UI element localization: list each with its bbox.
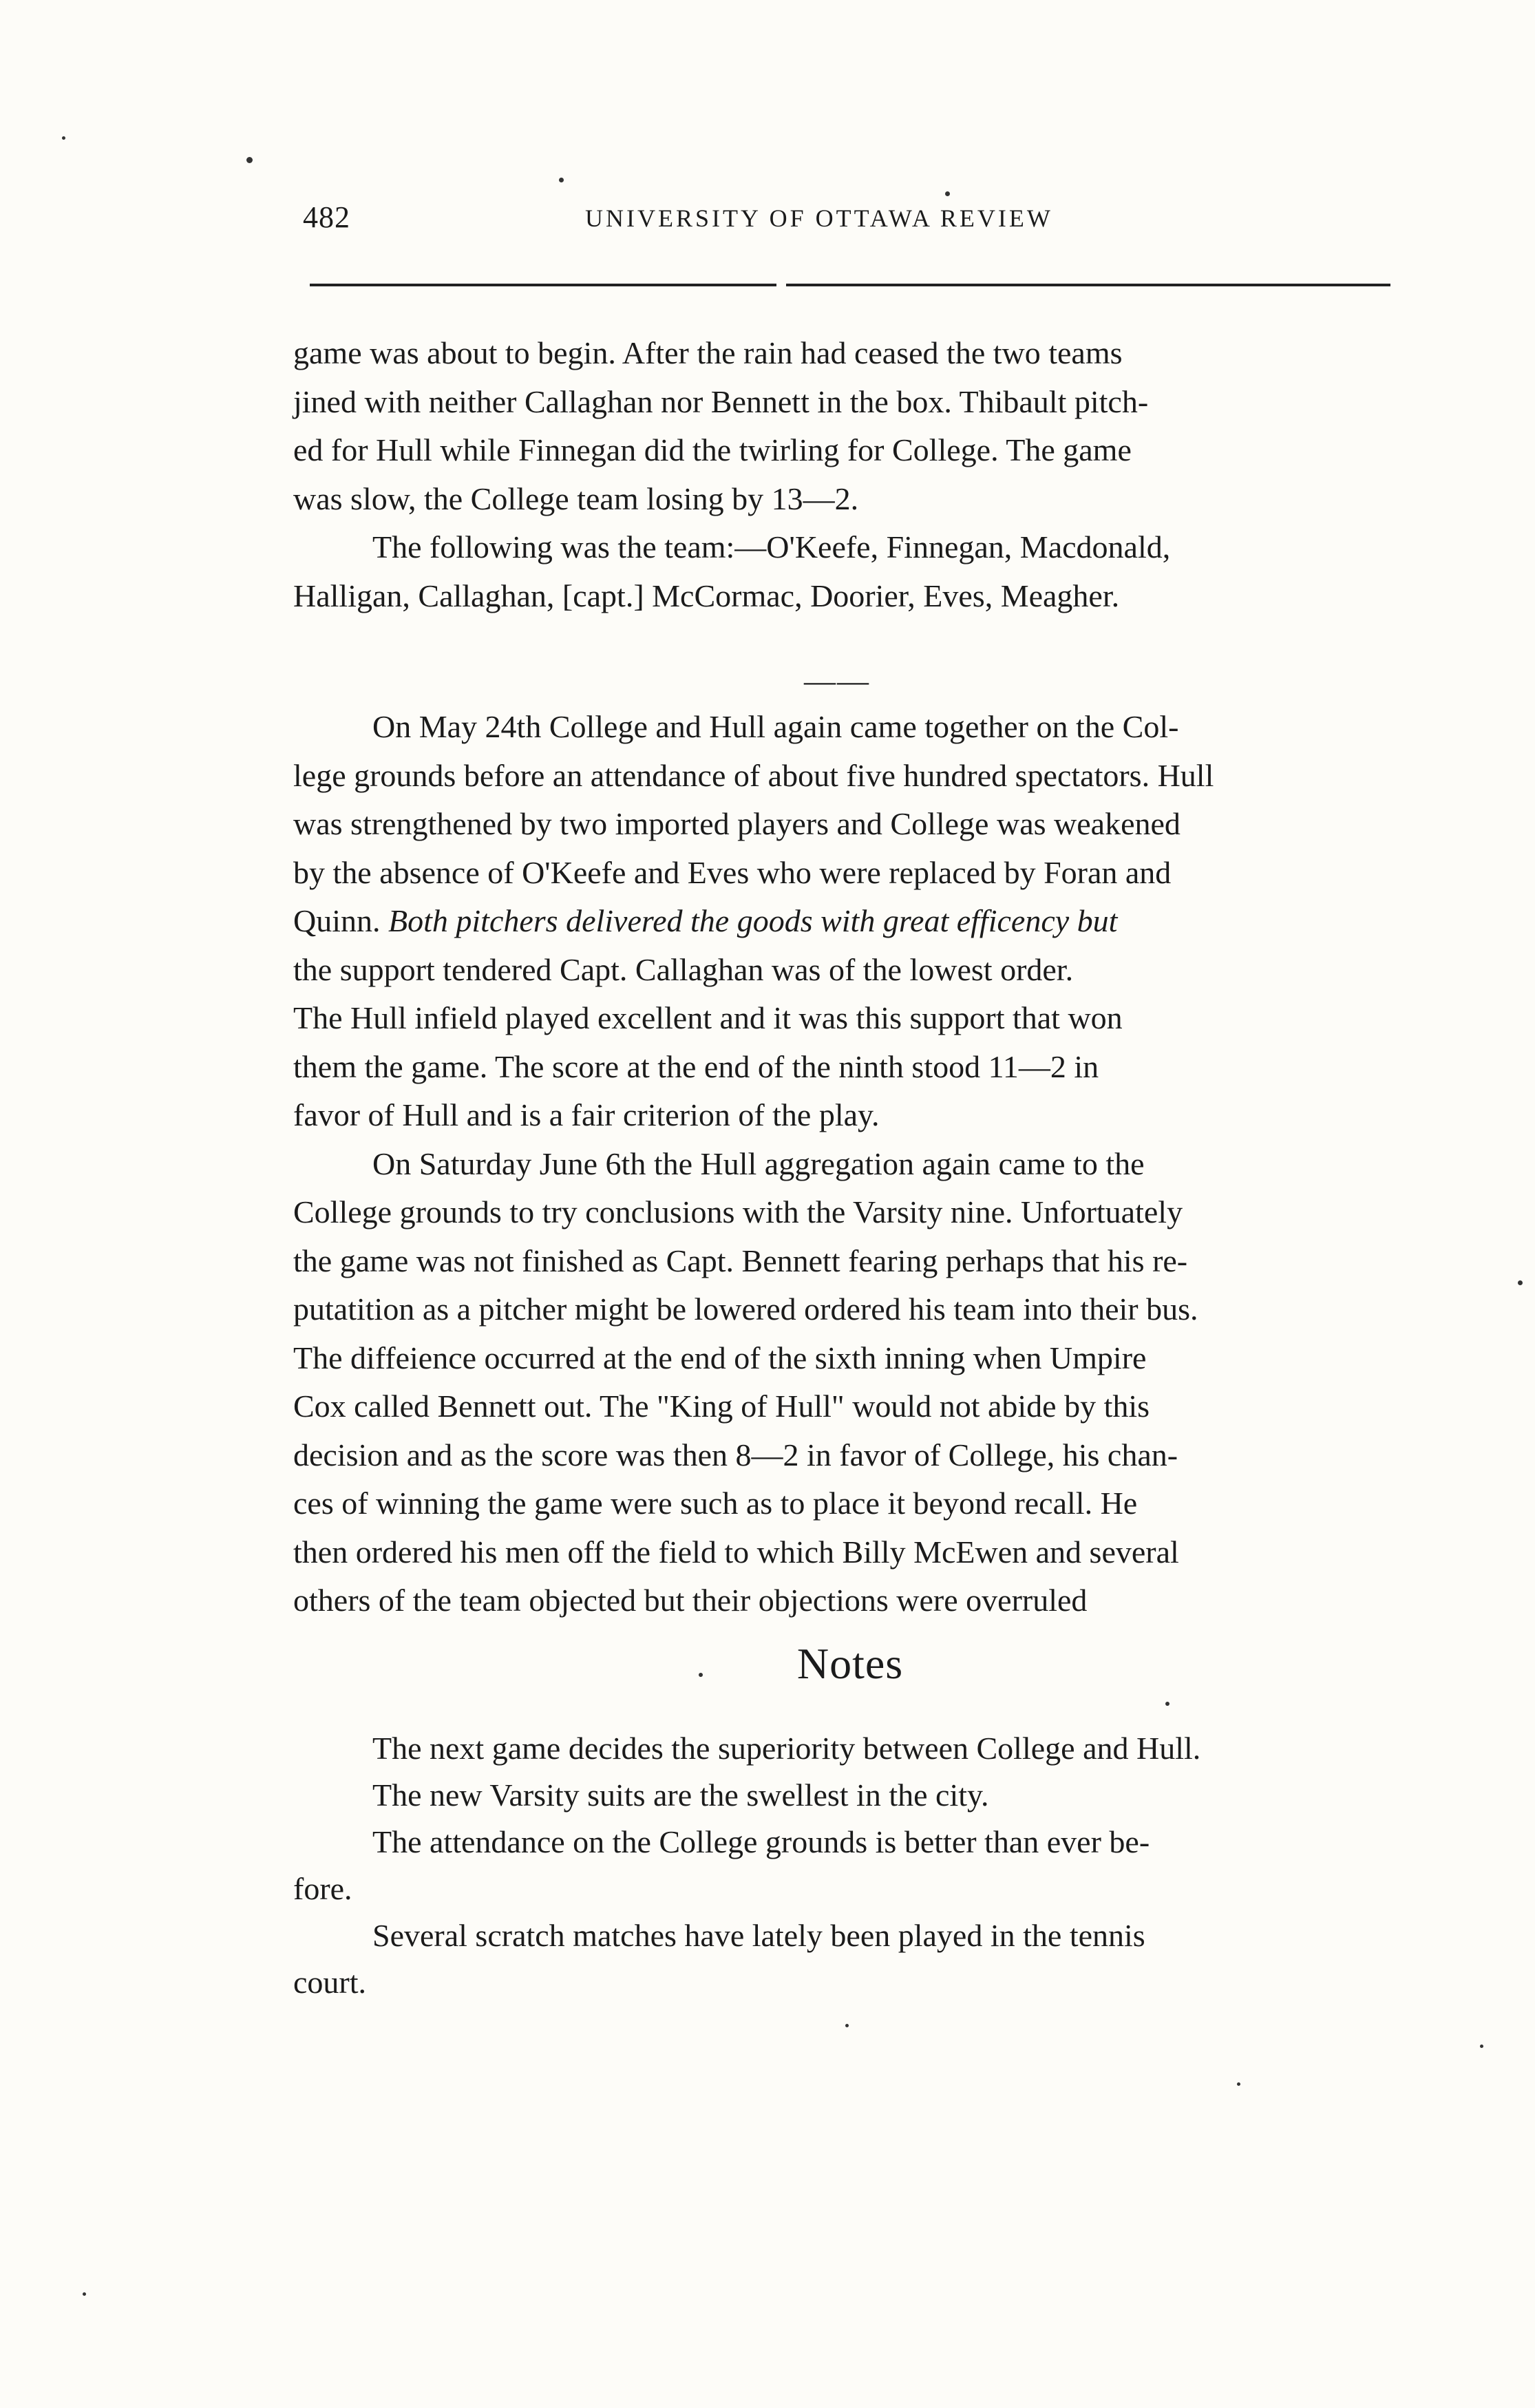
text-line: On Saturday June 6th the Hull aggregation again came to the — [372, 1145, 1145, 1181]
notes-list — [293, 1725, 1401, 2006]
scan-speck — [62, 136, 65, 140]
text-line: others of the team objected but their objections were overruled — [293, 1583, 1088, 1618]
notes-heading: Notes — [796, 1639, 904, 1688]
paragraph-june-6th-game — [293, 1140, 1401, 1625]
scan-speck — [83, 2292, 86, 2296]
note-item: The new Varsity suits are the swellest in the city. — [372, 1777, 989, 1813]
scan-speck — [1165, 1702, 1169, 1706]
paragraph-game-summary — [293, 329, 1401, 523]
scan-speck — [246, 157, 253, 163]
text-line: The Hull infield played excellent and it was this support that won — [293, 1000, 1123, 1035]
text-line: them the game. The score at the end of the ninth stood 11—2 in — [293, 1048, 1099, 1084]
scan-speck — [945, 191, 950, 196]
scan-speck — [845, 2024, 849, 2027]
text-line: was slow, the College team losing by 13—2. — [293, 480, 859, 516]
text-line: Several scratch matches have lately been played in the tennis — [372, 1918, 1145, 1953]
text-line: by the absence of O'Keefe and Eves who were replaced by Foran and — [293, 854, 1172, 890]
text-line: putatition as a pitcher might be lowered ordered his team into their bus. — [293, 1291, 1198, 1327]
text-line: College grounds to try conclusions with the Varsity nine. Unfortuately — [293, 1194, 1183, 1229]
article-body — [293, 329, 1401, 1625]
scan-speck — [1480, 2045, 1483, 2048]
scan-speck — [559, 178, 564, 182]
paragraph-team-lineup — [293, 523, 1401, 620]
note-item: The next game decides the superiority between College and Hull. — [372, 1731, 1201, 1766]
text-line: then ordered his men off the field to which Billy McEwen and several — [293, 1534, 1179, 1570]
text-line: Cox called Bennett out. The "King of Hull" would not abide by this — [293, 1388, 1150, 1424]
text-line: The diffeience occurred at the end of the sixth inning when Umpire — [293, 1340, 1147, 1375]
text-line: fore. — [293, 1871, 352, 1906]
text-line: The following was the team:—O'Keefe, Finnegan, Macdonald, — [372, 529, 1171, 564]
text-line: lege grounds before an attendance of about five hundred spectators. Hull — [293, 757, 1214, 793]
text-line: favor of Hull and is a fair criterion of the play. — [293, 1097, 880, 1132]
paragraph-may-24th-game — [293, 703, 1401, 1140]
text-line: On May 24th College and Hull again came together on the Col- — [372, 709, 1179, 744]
text-line: ed for Hull while Finnegan did the twirling for College. The game — [293, 432, 1132, 467]
text-line: the support tendered Capt. Callaghan was of the lowest order. — [293, 951, 1074, 987]
text-line: game was about to begin. After the rain had ceased the two teams — [293, 335, 1123, 370]
text-line: jined with neither Callaghan nor Bennett in the box. Thibault pitch- — [293, 383, 1149, 419]
text-line: was strengthened by two imported players and College was weakened — [293, 806, 1181, 841]
journal-title: UNIVERSITY OF OTTAWA REVIEW — [585, 204, 1053, 232]
header-rule-break — [776, 279, 786, 291]
text-line: the game was not finished as Capt. Bennett fearing perhaps that his re- — [293, 1243, 1188, 1278]
text-line: decision and as the score was then 8—2 in favor of College, his chan- — [293, 1437, 1178, 1472]
scan-speck — [699, 1673, 703, 1677]
text-line: ces of winning the game were such as to place it beyond recall. He — [293, 1486, 1138, 1521]
text-line: The attendance on the College grounds is better than ever be- — [372, 1824, 1150, 1859]
note-item — [293, 1912, 1401, 2006]
text-line: Halligan, Callaghan, [capt.] McCormac, Doorier, Eves, Meagher. — [293, 578, 1120, 613]
scan-speck — [1237, 2082, 1240, 2086]
scan-speck — [1518, 1280, 1523, 1285]
text-line: court. — [293, 1965, 367, 2000]
text-line: Quinn. — [293, 903, 381, 938]
page-number: 482 — [303, 200, 350, 234]
note-item — [293, 1819, 1401, 1912]
header-rule — [310, 284, 1390, 286]
running-head — [303, 200, 1390, 248]
section-separator: —— — [804, 663, 870, 698]
italic-text: Both pitchers delivered the goods with great efficency but — [388, 903, 1118, 938]
